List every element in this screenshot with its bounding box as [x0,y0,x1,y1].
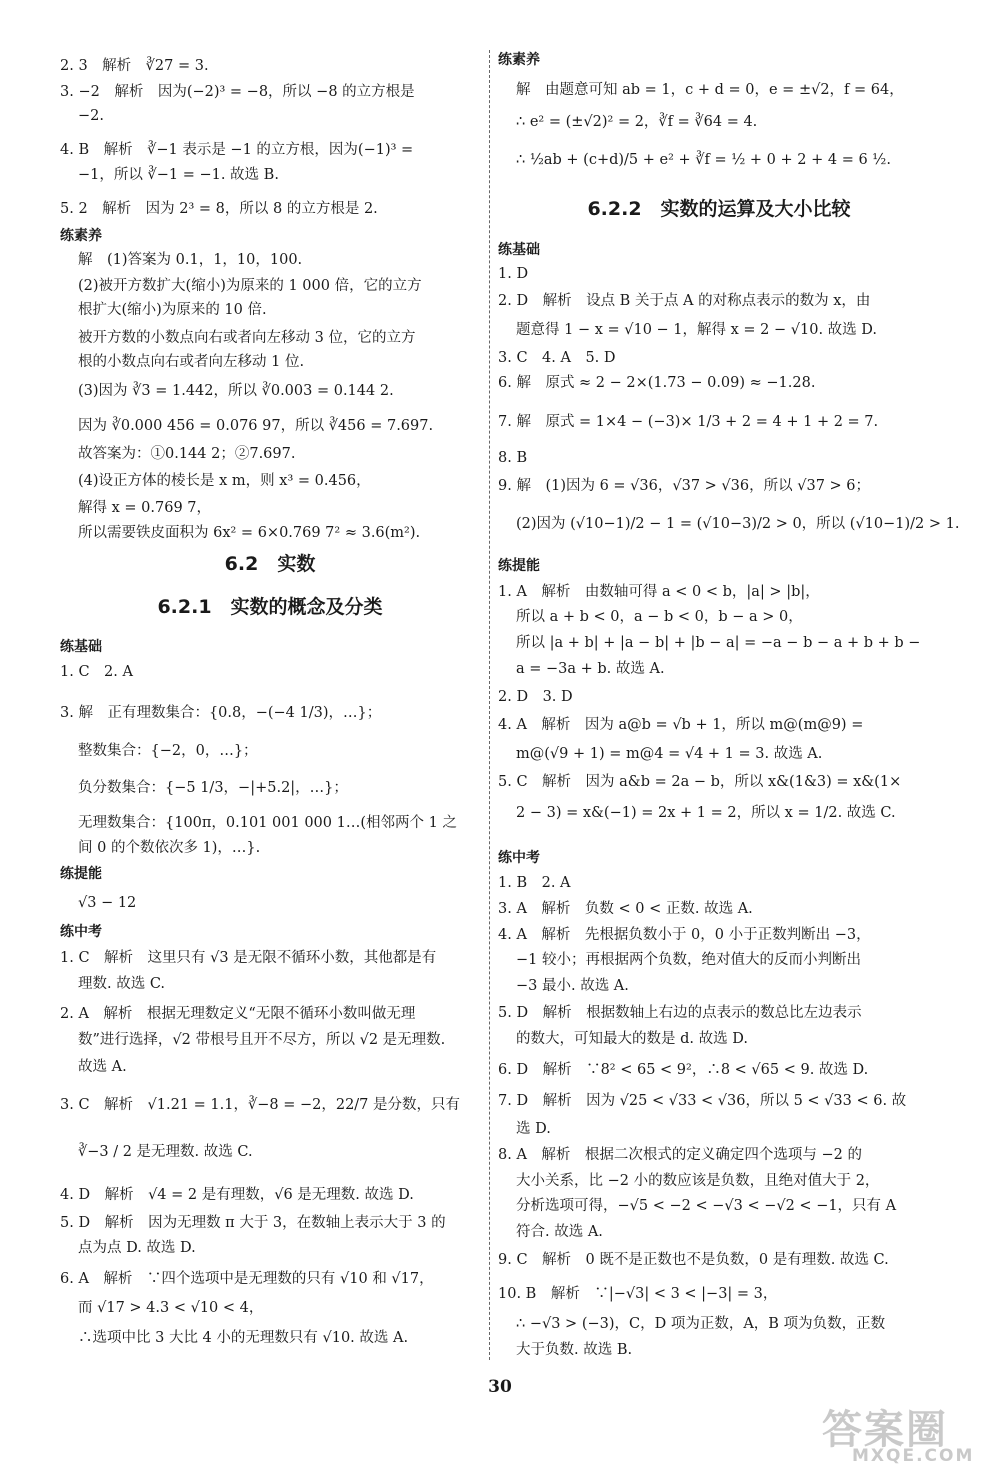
section-heading: 练素养 [60,228,102,244]
answer-line: 无理数集合：{100π，0.101 001 000 1…(相邻两个 1 之 [78,815,457,831]
section-heading: 练中考 [498,850,540,866]
answer-line: −3 最小. 故选 A. [516,978,629,994]
answer-line: −1，所以 ∛−1 = −1. 故选 B. [78,167,279,183]
answer-item: 8. B [498,450,528,466]
answer-item: 3. 解 正有理数集合：{0.8，−(−4 1/3)，…}； [60,705,382,721]
answer-line: 根的小数点向右或者向左移动 1 位. [78,354,305,370]
answer-item: 6. 解 原式 ≈ 2 − 2×(1.73 − 0.09) ≈ −1.28. [498,375,816,391]
watermark-logo: 答案圈 [822,1407,948,1453]
answer-line: ∴ e² = (±√2)² = 2，∛f = ∛64 = 4. [516,114,758,130]
answer-line: √3 − 12 [78,895,137,911]
answer-item: 10. B 解析 ∵|−√3| < 3 < |−3| = 3， [498,1286,778,1302]
answer-line: 数”进行选择，√2 带根号且开不尽方，所以 √2 是无理数. [78,1032,446,1048]
answer-line: (3)因为 ∛3 = 1.442，所以 ∛0.003 = 0.144 2. [78,383,394,399]
answer-item: 5. D 解析 根据数轴上右边的点表示的数总比左边表示 [498,1005,862,1021]
answer-item: 1. D [498,266,529,282]
answer-item: 4. B 解析 ∛−1 表示是 −1 的立方根，因为(−1)³ = [60,142,414,158]
answer-item: 1. C 解析 这里只有 √3 是无限不循环小数，其他都是有 [60,950,437,966]
answer-line: 整数集合：{−2，0，…}； [78,743,258,759]
watermark-url: MXQE.COM [852,1446,975,1466]
answer-item: 4. A 解析 因为 a@b = √b + 1，所以 m@(m@9) = [498,717,864,733]
answer-line: m@(√9 + 1) = m@4 = √4 + 1 = 3. 故选 A. [516,746,823,762]
answer-line: 大小关系，比 −2 小的数应该是负数，且绝对值大于 2， [516,1173,880,1189]
answer-item: 4. A 解析 先根据负数小于 0，0 小于正数判断出 −3， [498,927,871,943]
section-heading: 练提能 [498,558,540,574]
answer-line: 的数大，可知最大的数是 d. 故选 D. [516,1031,748,1047]
answer-line: 间 0 的个数依次多 1)，…}. [78,840,261,856]
answer-line: 故答案为：①0.144 2；②7.697. [78,446,296,462]
answer-line: −2. [78,108,104,124]
answer-line: 大于负数. 故选 B. [516,1342,633,1358]
answer-item: 5. 2 解析 因为 2³ = 8，所以 8 的立方根是 2. [60,201,378,217]
answer-line: 分析选项可得，−√5 < −2 < −√3 < −√2 < −1，只有 A [516,1198,897,1214]
answer-line: 所以需要铁皮面积为 6x² = 6×0.769 7² ≈ 3.6(m²). [78,525,421,541]
answer-item: 2. D 3. D [498,689,573,705]
answer-item: 3. −2 解析 因为(−2)³ = −8，所以 −8 的立方根是 [60,84,415,100]
answer-item: 3. C 解析 √1.21 = 1.1，∛−8 = −2，22/7 是分数，只有 [60,1097,461,1113]
answer-line: ∴ −√3 > (−3)，C，D 项为正数，A，B 项为负数，正数 [516,1316,886,1332]
answer-item: 7. D 解析 因为 √25 < √33 < √36，所以 5 < √33 < 6. 故 [498,1093,907,1109]
answer-line: 选 D. [516,1121,551,1137]
section-heading: 练提能 [60,866,102,882]
section-title: 6.2.1 实数的概念及分类 [157,596,383,618]
answer-item: 6. D 解析 ∵8² < 65 < 9²，∴8 < √65 < 9. 故选 D. [498,1062,869,1078]
section-title: 6.2 实数 [224,553,316,575]
section-heading: 练素养 [498,52,540,68]
answer-item: 2. A 解析 根据无理数定义“无限不循环小数叫做无理 [60,1006,416,1022]
answer-line: 所以 |a + b| + |a − b| + |b − a| = −a − b − a + b + b − [516,635,921,651]
answer-line: ∛−3 / 2 是无理数. 故选 C. [78,1144,253,1160]
answer-line: 理数. 故选 C. [78,976,166,992]
answer-line: 题意得 1 − x = √10 − 1，解得 x = 2 − √10. 故选 D. [516,322,878,338]
answer-item: 8. A 解析 根据二次根式的定义确定四个选项与 −2 的 [498,1147,863,1163]
answer-item: 3. A 解析 负数 < 0 < 正数. 故选 A. [498,901,753,917]
answer-line: 负分数集合：{−5 1/3，−|+5.2|，…}； [78,780,348,796]
answer-line: 2 − 3) = x&(−1) = 2x + 1 = 2，所以 x = 1/2. 故选 C. [516,805,896,821]
answer-line: a = −3a + b. 故选 A. [516,661,665,677]
answer-line: −1 较小；再根据两个负数，绝对值大的反而小判断出 [516,952,861,968]
answer-item: 5. C 解析 因为 a&b = 2a − b，所以 x&(1&3) = x&(1× [498,774,902,790]
answer-line: 被开方数的小数点向右或者向左移动 3 位，它的立方 [78,330,416,346]
answer-item: 1. C 2. A [60,664,133,680]
answer-line: 因为 ∛0.000 456 = 0.076 97，所以 ∛456 = 7.697. [78,418,434,434]
section-heading: 练中考 [60,924,102,940]
column-divider [489,50,490,1360]
answer-line: 解 由题意可知 ab = 1，c + d = 0，e = ±√2，f = 64， [516,82,904,98]
answer-line: 点为点 D. 故选 D. [78,1240,196,1256]
answer-line: (2)因为 (√10−1)/2 − 1 = (√10−3)/2 > 0，所以 (√10−1)/2 > 1. [516,516,960,532]
answer-line: ∴选项中比 3 大比 4 小的无理数只有 √10. 故选 A. [78,1330,409,1346]
answer-item: 4. D 解析 √4 = 2 是有理数，√6 是无理数. 故选 D. [60,1187,414,1203]
answer-line: 故选 A. [78,1059,127,1075]
answer-line: 符合. 故选 A. [516,1224,603,1240]
answer-line: 解得 x = 0.769 7， [78,500,211,516]
answer-item: 1. B 2. A [498,875,571,891]
answer-line: ∴ ½ab + (c+d)/5 + e² + ∛f = ½ + 0 + 2 + 4 = 6 ½. [516,152,891,168]
section-title: 6.2.2 实数的运算及大小比较 [587,198,851,220]
section-heading: 练基础 [60,639,102,655]
answer-item: 5. D 解析 因为无理数 π 大于 3，在数轴上表示大于 3 的 [60,1215,446,1231]
answer-item: 9. C 解析 0 既不是正数也不是负数，0 是有理数. 故选 C. [498,1252,889,1268]
answer-item: 6. A 解析 ∵四个选项中是无理数的只有 √10 和 √17， [60,1271,434,1287]
answer-line: (2)被开方数扩大(缩小)为原来的 1 000 倍，它的立方 [78,278,422,294]
answer-line: 解 (1)答案为 0.1，1，10，100. [78,252,303,268]
section-heading: 练基础 [498,242,540,258]
answer-item: 7. 解 原式 = 1×4 − (−3)× 1/3 + 2 = 4 + 1 + 2 = 7. [498,414,879,430]
answer-item: 9. 解 (1)因为 6 = √36，√37 > √36，所以 √37 > 6； [498,478,871,494]
answer-line: 所以 a + b < 0，a − b < 0，b − a > 0， [516,609,803,625]
page-number: 30 [488,1377,512,1397]
answer-line: 根扩大(缩小)为原来的 10 倍. [78,302,267,318]
answer-item: 1. A 解析 由数轴可得 a < 0 < b，|a| > |b|， [498,584,820,600]
answer-line: 而 √17 > 4.3 < √10 < 4， [78,1300,264,1316]
answer-item: 3. C 4. A 5. D [498,350,616,366]
answer-item: 2. D 解析 设点 B 关于点 A 的对称点表示的数为 x，由 [498,293,871,309]
answer-item: 2. 3 解析 ∛27 = 3. [60,58,209,74]
answer-line: (4)设正方体的棱长是 x m，则 x³ = 0.456， [78,473,371,489]
